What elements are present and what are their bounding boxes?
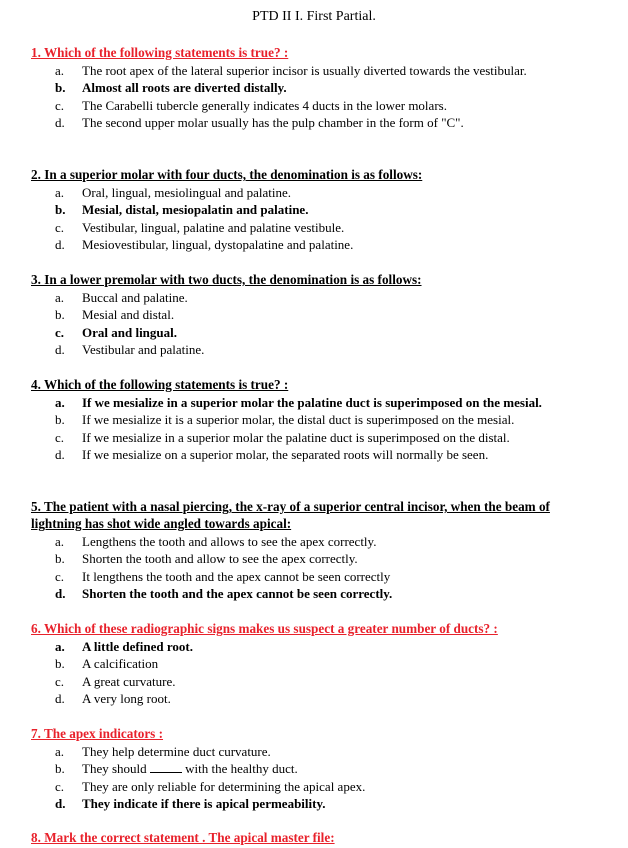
option-7c — [55, 778, 600, 795]
option-letter: c. — [55, 568, 65, 584]
option-letter: b. — [55, 551, 65, 567]
option-text: Mesial, distal, mesiopalatin and palatine. — [82, 202, 309, 218]
option-letter: a. — [55, 639, 65, 654]
option-7a — [55, 743, 600, 760]
option-5a — [55, 533, 600, 550]
option-4a-correct — [55, 394, 600, 411]
option-text: A great curvature. — [82, 673, 176, 689]
option-1c — [55, 97, 600, 114]
option-text: A calcification — [82, 656, 159, 672]
option-letter: b. — [55, 656, 65, 672]
option-1a — [55, 62, 600, 79]
option-text: Oral, lingual, mesiolingual and palatine. — [82, 185, 292, 200]
option-2d — [55, 236, 600, 253]
option-text: Oral and lingual. — [82, 324, 177, 340]
option-text: If we mesialize it is a superior molar, the distal duct is superimposed on the mesial. — [82, 412, 515, 428]
question-7-options — [55, 743, 600, 813]
option-letter: b. — [55, 761, 65, 777]
option-text: It lengthens the tooth and the apex cannot be seen correctly — [82, 568, 391, 584]
option-letter: b. — [55, 202, 66, 218]
option-2b-correct — [55, 201, 600, 218]
question-3-options — [55, 289, 600, 359]
option-text: The Carabelli tubercle generally indicates 4 ducts in the lower molars. — [82, 97, 447, 113]
option-text: Vestibular, lingual, palatine and palatine vestibule. — [82, 219, 345, 235]
question-5: 5. The patient with a nasal piercing, the x-ray of a superior central incisor, when the beam of lightning has shot wide angled towards apical: — [31, 499, 550, 532]
option-text: Lengthens the tooth and allows to see the apex correctly. — [82, 534, 377, 549]
option-letter: d. — [55, 115, 65, 131]
option-5c — [55, 568, 600, 585]
option-letter: d. — [55, 237, 65, 253]
option-letter: d. — [55, 586, 66, 602]
option-7b — [55, 760, 600, 777]
option-6c — [55, 673, 600, 690]
option-letter: c. — [55, 324, 65, 340]
option-3d — [55, 341, 600, 358]
question-8: 8. Mark the correct statement . The apical master file: — [31, 830, 335, 845]
option-letter: d. — [55, 447, 65, 463]
question-1: 1. Which of the following statements is true? : — [31, 45, 289, 60]
option-1d — [55, 114, 600, 131]
option-letter: c. — [55, 219, 65, 235]
option-5b — [55, 550, 600, 567]
option-6d — [55, 690, 600, 707]
option-6b — [55, 655, 600, 672]
option-4d — [55, 446, 600, 463]
option-letter: c. — [55, 778, 65, 794]
question-2-options — [55, 184, 600, 254]
option-letter: b. — [55, 307, 65, 323]
question-5-options — [55, 533, 600, 603]
page-title: PTD II I. First Partial. — [252, 9, 376, 24]
option-text: If we mesialize on a superior molar, the separated roots will normally be seen. — [82, 447, 489, 463]
option-3c-correct — [55, 324, 600, 341]
option-6a-correct — [55, 638, 600, 655]
option-text: They indicate if there is apical permeability. — [82, 796, 326, 812]
fill-in-blank — [150, 761, 182, 773]
option-letter: b. — [55, 80, 66, 96]
option-text: If we mesialize in a superior molar the palatine duct is superimposed on the distal. — [82, 429, 510, 445]
option-letter: d. — [55, 342, 65, 358]
option-7d-correct — [55, 795, 600, 812]
option-letter: c. — [55, 673, 65, 689]
question-4-options — [55, 394, 600, 464]
option-text: A very long root. — [82, 691, 171, 707]
option-4c — [55, 429, 600, 446]
option-text: They should — [82, 761, 147, 777]
option-letter: a. — [55, 534, 65, 549]
option-letter: d. — [55, 796, 66, 812]
option-letter: a. — [55, 185, 65, 200]
question-1-options — [55, 62, 600, 132]
question-7: 7. The apex indicators : — [31, 726, 164, 741]
option-text: Almost all roots are diverted distally. — [82, 80, 287, 96]
option-3b — [55, 306, 600, 323]
question-6: 6. Which of these radiographic signs makes us suspect a greater number of ducts? : — [31, 621, 498, 636]
option-1b-correct — [55, 79, 600, 96]
option-text: A little defined root. — [82, 639, 193, 654]
option-text: Mesial and distal. — [82, 307, 175, 323]
option-text: The root apex of the lateral superior incisor is usually diverted towards the vestibular. — [82, 63, 527, 78]
option-text: They are only reliable for determining the apical apex. — [82, 778, 366, 794]
option-letter: c. — [55, 97, 65, 113]
option-letter: c. — [55, 429, 65, 445]
option-text: Buccal and palatine. — [82, 290, 188, 305]
option-text: Mesiovestibular, lingual, dystopalatine and palatine. — [82, 237, 354, 253]
option-text: Vestibular and palatine. — [82, 342, 205, 358]
option-letter: a. — [55, 744, 65, 759]
option-text-after: with the healthy duct. — [185, 761, 298, 777]
option-2c — [55, 219, 600, 236]
option-letter: d. — [55, 691, 65, 707]
option-letter: b. — [55, 412, 65, 428]
option-text: They help determine duct curvature. — [82, 744, 271, 759]
option-letter: a. — [55, 395, 65, 410]
option-letter: a. — [55, 63, 65, 78]
option-text: If we mesialize in a superior molar the palatine duct is superimposed on the mesial. — [82, 395, 542, 410]
option-letter: a. — [55, 290, 65, 305]
option-4b — [55, 411, 600, 428]
option-3a — [55, 289, 600, 306]
question-2: 2. In a superior molar with four ducts, the denomination is as follows: — [31, 167, 423, 182]
question-3: 3. In a lower premolar with two ducts, the denomination is as follows: — [31, 272, 422, 287]
option-text: Shorten the tooth and allow to see the apex correctly. — [82, 551, 358, 567]
question-6-options — [55, 638, 600, 708]
option-5d-correct — [55, 585, 600, 602]
option-2a — [55, 184, 600, 201]
option-text: The second upper molar usually has the pulp chamber in the form of "C". — [82, 115, 464, 131]
question-4: 4. Which of the following statements is true? : — [31, 377, 289, 392]
option-text: Shorten the tooth and the apex cannot be seen correctly. — [82, 586, 393, 602]
